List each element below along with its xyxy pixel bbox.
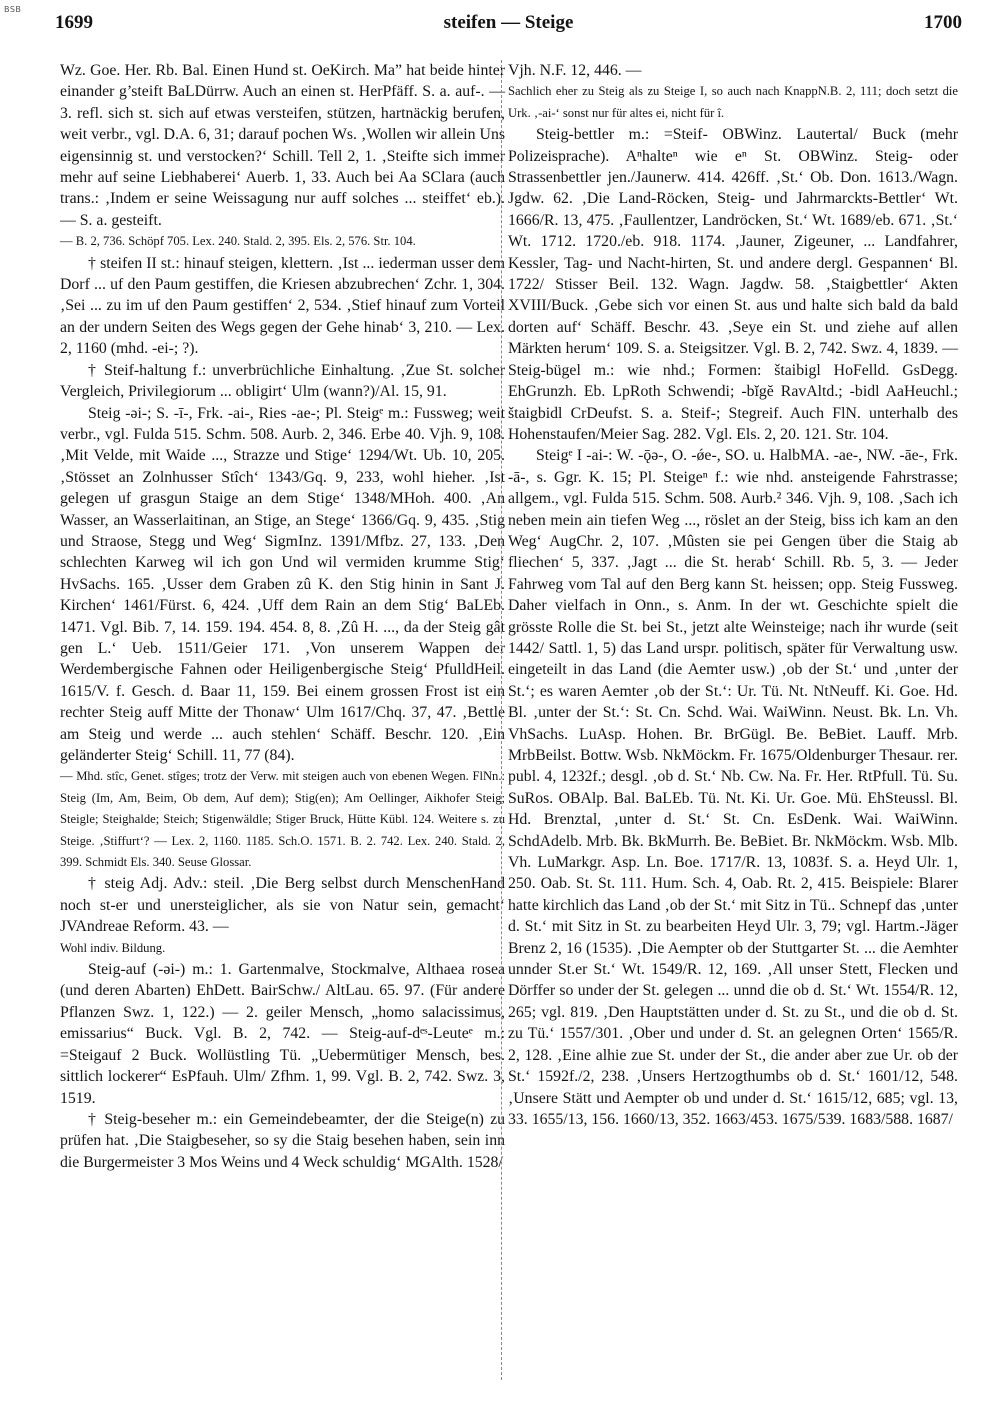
entry-note: — B. 2, 736. Schöpf 705. Lex. 240. Stald. 2, 395. Els. 2, 576. Str. 104.	[60, 234, 416, 249]
entry-paragraph: Wz. Goe. Her. Rb. Bal. Einen Hund st. OeKirch. Ma” hat beide hinter einander g’steift BaLDürrw. Auch an einen st. HerPfäff. S. a. auf-. — 3. refl. sich st. sich auf etwas versteifen, stützen, hartnäckig berufen, weit verbr., vgl. D.A. 6, 31; darauf pochen Ws. ‚Wollen wir allein Uns eigensinnig st. und verstocken?‘ Schill. Tell 2, 1. ‚Steifte sich immer mehr auf seine Liebhaberei‘ Auerb. 1, 33. Auch bei Aa SClara (auch trans.: ‚Indem er seine Weissagung nur auff solches ... steiffet‘ eb.). — S. a. gesteift.	[60, 62, 505, 229]
right-column	[508, 60, 958, 1130]
entry-note: Sachlich eher zu Steig als zu Steige I, so auch nach KnappN.B. 2, 111; doch setzt die Urk. ‚-ai-‘ sonst nur für altes ei, nicht für î.	[508, 84, 958, 120]
column-divider	[501, 60, 502, 1380]
page-number-right: 1700	[924, 12, 962, 33]
page-number-left: 1699	[55, 12, 93, 33]
entry-note: — Mhd. stîc, Genet. stîges; trotz der Verw. mit steigen auch von ebenen Wegen. FlNn.: Steig (Im, Am, Beim, Ob dem, Auf dem); Stig(en); Am Oellinger, Aikhofer Steig; Steigle; Steighalde; Steich; Stigenwäldle; Stiger Bruck, Hütte Kübl. 124. Weitere s. zu Steige. ‚Stiffurt‘? — Lex. 2, 1160. 1185. Sch.O. 1571. B. 2. 742. Lex. 240. Stald. 2, 399. Schmidt Els. 340. Seuse Glossar.	[60, 769, 505, 870]
entry-paragraph: Vjh. N.F. 12, 446. —	[508, 62, 642, 79]
page-title: steifen — Steige	[443, 12, 574, 33]
entry-paragraph: Steig-auf (-ǝi-) m.: 1. Gartenmalve, Stockmalve, Althaea rosea (und deren Abarten) EhDett. BairSchw./ AltLau. 65. 97. (Für andere Pflanzen Swz. 1, 122.) — 2. geiler Mensch, „homo salacissimus, emissarius“ Buck. Vgl. B. 2, 742. — Steig-auf-dᵉˢ-Leuteᵉ m.: =Steigauf 2 Buck. Wollüstling Tü. „Uebermütiger Mensch, bes. sittlich lockerer“ EsPfauh. Ulm/ Zfhm. 1, 99. Vgl. B. 2, 742. Swz. 3, 1519.	[60, 961, 505, 1107]
entry-paragraph: Steigᵉ I -ai-: W. -ǭǝ-, O. -ǿe-, SO. u. HalbMA. -ae-, NW. -āe-, Frk. -ā-, s. Ggr. K. 15; Pl. Steigeⁿ f.: wie nhd. ansteigende Fahrstrasse; allgem., vgl. Fulda 515. Schm. 508. Aurb.² 346. Vjh. 9, 108. ‚Sach ich neben mein ain tiefen Weg ..., röslet an der Steig, biss ich kam an den Weg‘ AugChr. 2, 107. ‚Mûsten sie pei Gengen über die Staig ab fliechen‘ 5, 337. ‚Jagt ... die St. herab‘ Schill. Rb. 5, 3. — Jeder Fahrweg vom Tal auf den Berg kann St. heissen; opp. Steig Fussweg. Daher vielfach in Onn., s. Anm. In der wt. Geschichte spielt die grösste Rolle die St. bei St., jetzt alte Weinsteige; nach ihr wurde (seit 1442/ Sattl. 1, 5) das Land urspr. politisch, später für Verwaltung usw. eingeteilt in das Land (die Aemter usw.) ‚ob der St.‘ und ‚unter der St.‘; es waren Aemter ‚ob der St.‘: Ur. Tü. Nt. NtNeuff. Ki. Goe. Hd. Bl. ‚unter der St.‘: St. Cn. Schd. Wai. WaiWinn. Neust. Bk. Ln. Vh. VhSachs. LuAsp. Hohen. Br. BrGügl. Be. BeBiet. Lauff. Mrb. MrbBeilst. Bottw. Wsb. NkMöckm. Fr. 1675/Oldenburger Thesaur. rer. publ. 4, 1232f.; desgl. ‚ob d. St.‘ Nb. Cw. Na. Fr. Her. RtPfull. Tü. Su. SuRos. OBAlp. Bal. BaLEb. Tü. Nt. Ki. Ur. Goe. Mü. EhSteussl. Bl. Hd. Brenztal, ‚unter d. St.‘ St. Cn. EsDenk. Wai. WaiWinn. SchdAdelb. Mrb. Bk. BkMurrh. Be. BeBiet. Br. NkMöckm. Wsb. Mlb. Vh. LuMarkgr. Asp. Ln. Boe. 1717/R. 13, 1083f. S. a. Heyd Ulr. 1, 250. Oab. St. St. 111. Hum. Sch. 4, Oab. Rt. 2, 415. Beispiele: Blarer hatte kirchlich das Land ‚ob der St.‘ mit Sitz in Tü.. Schnepf das ‚unter d. St.‘ mit Sitz in St. zu bearbeiten Heyd Ulr. 3, 79; vgl. Hartm.-Jäger Brenz 2, 16 (1535). ‚Die Aempter ob der Stuttgarter St. ... die Aemhter unnder St.er St.‘ Wt. 1549/R. 12, 169. ‚All unser Stett, Flecken und Dörffer so under der St. gelegen ... unnd die ob d. St.‘ Wt. 1554/R. 12, 265; vgl. 819. ‚Den Hauptstätten under d. St. zu St., und die ob d. St. zu Tü.‘ 1557/301. ‚Ober und under d. St. an gelegnen Orten‘ 1565/R. 2, 128. ‚Eine alhie zue St. under der St., die ander aber zue Ur. ob der St.‘ 1592f./2, 238. ‚Unsers Hertzogthumbs ob d. St.‘ 1601/12, 548. ‚Unsere Stätt und Aempter ob und under d. St.‘ 1615/12, 685; vgl. 13, 33. 1655/13, 156. 1660/13, 352. 1663/453. 1675/539. 1683/588. 1687/	[508, 447, 958, 1128]
entry-paragraph: † Steif-haltung f.: unverbrüchliche Einhaltung. ‚Zue St. solcher Vergleich, Privilegiorum ... obligirt‘ Ulm (wann?)/Al. 15, 91.	[60, 361, 505, 401]
entry-note: Wohl indiv. Bildung.	[60, 940, 166, 955]
entry-paragraph: † steifen II st.: hinauf steigen, klettern. ‚Ist ... iederman usser dem Dorf ... uf den Paum gestiffen, die Kriesen abzubrechen‘ Zchr. 1, 304. ‚Sei ... zu im uf den Paum gestiffen‘ 2, 534. ‚Stief hinauf zum Vorteil an der undern Seiten des Wegs gegen der Gehe hinab‘ 3, 210. — Lex. 2, 1160 (mhd. -ei-; ?).	[60, 254, 505, 358]
entry-paragraph: Steig -ǝi-; S. -ī-, Frk. -ai-, Ries -ae-; Pl. Steigᵉ m.: Fussweg; weit verbr., vgl. Fulda 515. Schm. 508. Aurb. 2, 346. Erbe 40. Vjh. 9, 108. ‚Mit Velde, mit Waide ..., Strazze und Stige‘ 1294/Wt. Ub. 10, 205. ‚Stösset an Zolnhusser Stîch‘ 1343/Gq. 9, 233, wohl hieher. ‚Ist gelegen uf grasgun Staige an dem Stige‘ 1348/MHoh. 400. ‚An Wasser, an Wasserlaitinan, an Stige, an Stege‘ 1366/Gq. 9, 435. ‚Stig und Straose, Stegg und Weg‘ SigmInz. 1391/Mfbz. 27, 133. ‚Den schlechten Karweg wil ich gon Und wil vermiden krumme Stig‘ HvSachs. 165. ‚Usser dem Graben zû K. den Stig hinin in Sant J. Kirchen‘ 1461/Fürst. 6, 424. ‚Uff dem Rain an dem Stig‘ BaLEb. 1471. Vgl. Bib. 7, 14. 159. 194. 454. 8, 8. ‚Zû H. ..., da der Steig gât gen L.‘ Ueb. 1511/Geier 171. ‚Von unserem Wappen der Werdembergische Fahnen oder Heiligenbergische Steig‘ PfulldHeil. 1615/V. f. Gesch. d. Baar 11, 159. Bei einem grossen Frost ist ein rechter Steig auff Mitte der Thonaw‘ Ulm 1617/Chq. 37, 47. ‚Bettle am Steig und werde ... auch stehlen‘ Schäff. Beschr. 120. ‚Ein geländerter Steig‘ Schill. 11, 77 (84).	[60, 404, 505, 764]
entry-paragraph: Steig-bettler m.: =Steif- OBWinz. Lautertal/ Buck (mehr Polizeisprache). Aⁿhalteⁿ wie eⁿ St. OBWinz. Steig- oder Strassenbettler jen./Jaunerw. 414. 426ff. ‚St.‘ Ob. Don. 1613./Wagn. Jgdw. 62. ‚Die Land-Röcken, Steig- und Jahrmarckts-Bettler‘ Wt. 1666/R. 13, 475. ‚Faullentzer, Landröcken, St.‘ Wt. 1689/eb. 671. ‚St.‘ Wt. 1712. 1720./eb. 918. 1174. ‚Jauner, Zigeuner, ... Landfahrer, Kessler, Tag- und Nacht-hirten, St. und andere dergl. Gespannen‘ Bl. 1722/ Stisser Beil. 132. Wagn. Jagdw. 58. ‚Staigbettler‘ Akten XVIII/Buck. ‚Gebe sich vor einen St. aus und halte sich bald da bald dorten auf‘ Schäff. Beschr. 43. ‚Seye ein St. und ziehe auf allen Märkten herum‘ 109. S. a. Steigsitzer. Vgl. B. 2, 742. Swz. 4, 1839. — Steig-bügel m.: wie nhd.; Formen: štaibigl HoFelld. GsDegg. EhGrunzh. Eb. LpRoth Schwendi; -bĭgĕ RavAltd.; -bidl AaHeuchl.; štaigbidl CrDeufst. S. a. Steif-; Stegreif. Auch FlN. unterhalb des Hohenstaufen/Meier Sag. 282. Vgl. Els. 2, 20. 121. Str. 104.	[508, 126, 958, 443]
left-column	[60, 60, 505, 1173]
entry-paragraph: † Steig-beseher m.: ein Gemeindebeamter, der die Steige(n) zu prüfen hat. ‚Die Staigbeseher, so sy die Staig besehen haben, sein inn die Burgermeister 3 Mos Weins und 4 Weck schuldig‘ MGAlth. 1528/	[60, 1110, 505, 1171]
entry-paragraph: † steig Adj. Adv.: steil. ‚Die Berg selbst durch MenschenHand noch st-er und unersteiglicher, als sie von Natur sein, gemacht‘ JVAndreae Reform. 43. —	[60, 875, 505, 936]
page-header	[55, 12, 962, 38]
library-stamp: BSB	[4, 5, 22, 14]
